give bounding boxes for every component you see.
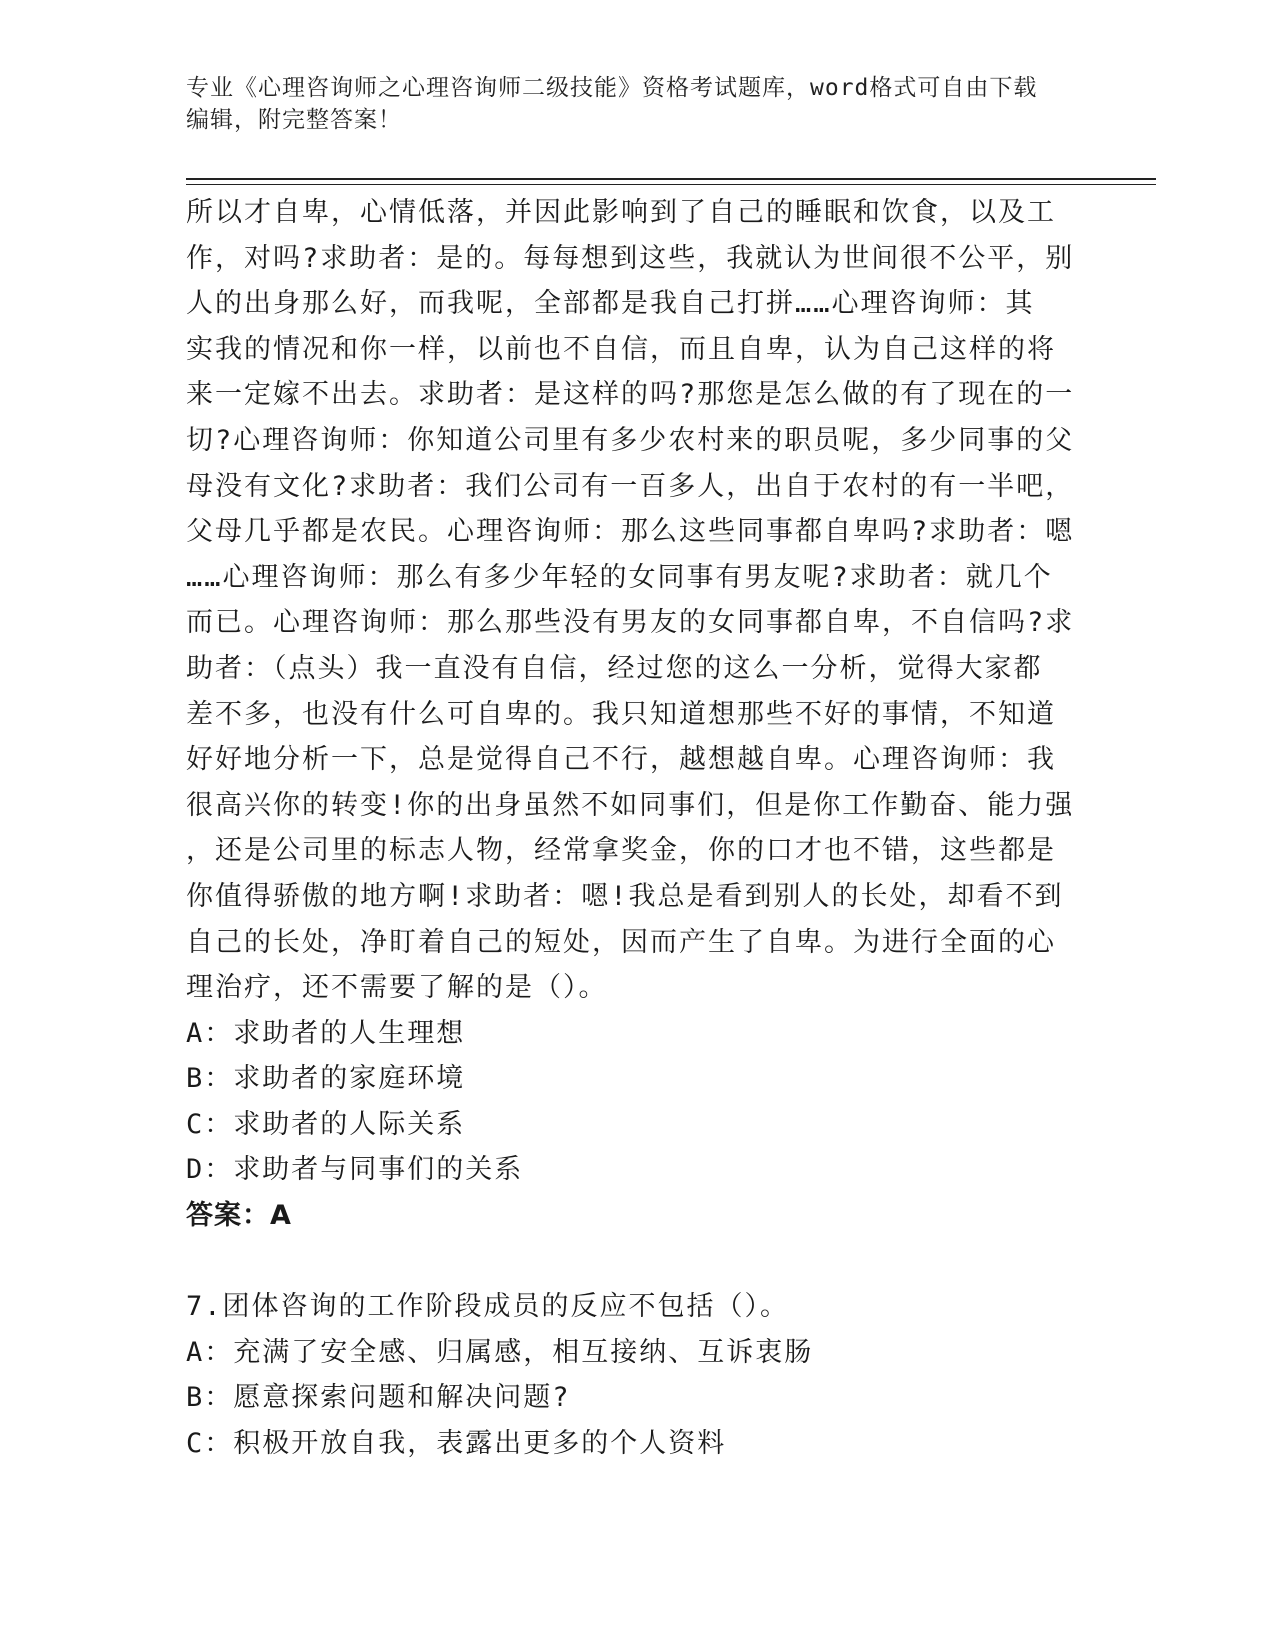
question-passage (186, 190, 1075, 1011)
q6-option-a: A：求助者的人生理想 (186, 1017, 466, 1049)
passage-line: 母没有文化?求助者：我们公司有一百多人，出自于农村的有一半吧， (186, 470, 1075, 502)
header-line-2: 编辑，附完整答案！ (186, 107, 402, 133)
passage-line: 助者：（点头）我一直没有自信，经过您的这么一分析，觉得大家都 (186, 652, 1043, 684)
passage-line: 实我的情况和你一样，以前也不自信，而且自卑，认为自己这样的将 (186, 333, 1056, 365)
q7-question-text: 7.团体咨询的工作阶段成员的反应不包括（）。 (186, 1291, 790, 1323)
q6-options (186, 1011, 1066, 1193)
passage-line: 自己的长处，净盯着自己的短处，因而产生了自卑。为进行全面的心 (186, 926, 1056, 958)
q6-option-d: D：求助者与同事们的关系 (186, 1154, 524, 1186)
passage-line: 人的出身那么好，而我呢，全部都是我自己打拼……心理咨询师：其 (186, 288, 1035, 320)
passage-line: 差不多，也没有什么可自卑的。我只知道想那些不好的事情，不知道 (186, 698, 1056, 730)
passage-line: 你值得骄傲的地方啊!求助者：嗯!我总是看到别人的长处，却看不到 (186, 880, 1064, 912)
header-rule-thin (186, 184, 1156, 185)
document-body (186, 190, 1075, 1467)
passage-line: 很高兴你的转变!你的出身虽然不如同事们，但是你工作勤奋、能力强 (186, 789, 1075, 821)
header-rule-thick (186, 178, 1156, 180)
header-line-1: 专业《心理咨询师之心理咨询师二级技能》资格考试题库，word格式可自由下载 (186, 75, 1038, 101)
q7-option-a: A：充满了安全感、归属感，相互接纳、互诉衷肠 (186, 1336, 814, 1368)
q6-option-c: C：求助者的人际关系 (186, 1108, 466, 1140)
passage-line: 作，对吗?求助者：是的。每每想到这些，我就认为世间很不公平，别 (186, 242, 1075, 274)
passage-line: 而已。心理咨询师：那么那些没有男友的女同事都自卑，不自信吗?求 (186, 607, 1075, 639)
q7-option-b: B：愿意探索问题和解决问题? (186, 1382, 571, 1414)
q7-option-c: C：积极开放自我，表露出更多的个人资料 (186, 1428, 727, 1460)
q6-answer: 答案：A (186, 1200, 292, 1232)
passage-line: ，还是公司里的标志人物，经常拿奖金，你的口才也不错，这些都是 (186, 835, 1056, 867)
passage-line: 好好地分析一下，总是觉得自己不行，越想越自卑。心理咨询师：我 (186, 744, 1056, 776)
q6-option-b: B：求助者的家庭环境 (186, 1063, 466, 1095)
question-7 (186, 1284, 1066, 1466)
question-gap (186, 1239, 1066, 1285)
passage-line: 来一定嫁不出去。求助者：是这样的吗?那您是怎么做的有了现在的一 (186, 379, 1075, 411)
passage-line: 父母几乎都是农民。心理咨询师：那么这些同事都自卑吗?求助者：嗯 (186, 516, 1075, 548)
passage-line: ……心理咨询师：那么有多少年轻的女同事有男友呢?求助者：就几个 (186, 561, 1053, 593)
passage-line: 所以才自卑，心情低落，并因此影响到了自己的睡眠和饮食，以及工 (186, 197, 1056, 228)
passage-line: 理治疗，还不需要了解的是（）。 (186, 972, 608, 1004)
page-header (186, 72, 1066, 136)
passage-line: 切?心理咨询师：你知道公司里有多少农村来的职员呢，多少同事的父 (186, 424, 1075, 456)
